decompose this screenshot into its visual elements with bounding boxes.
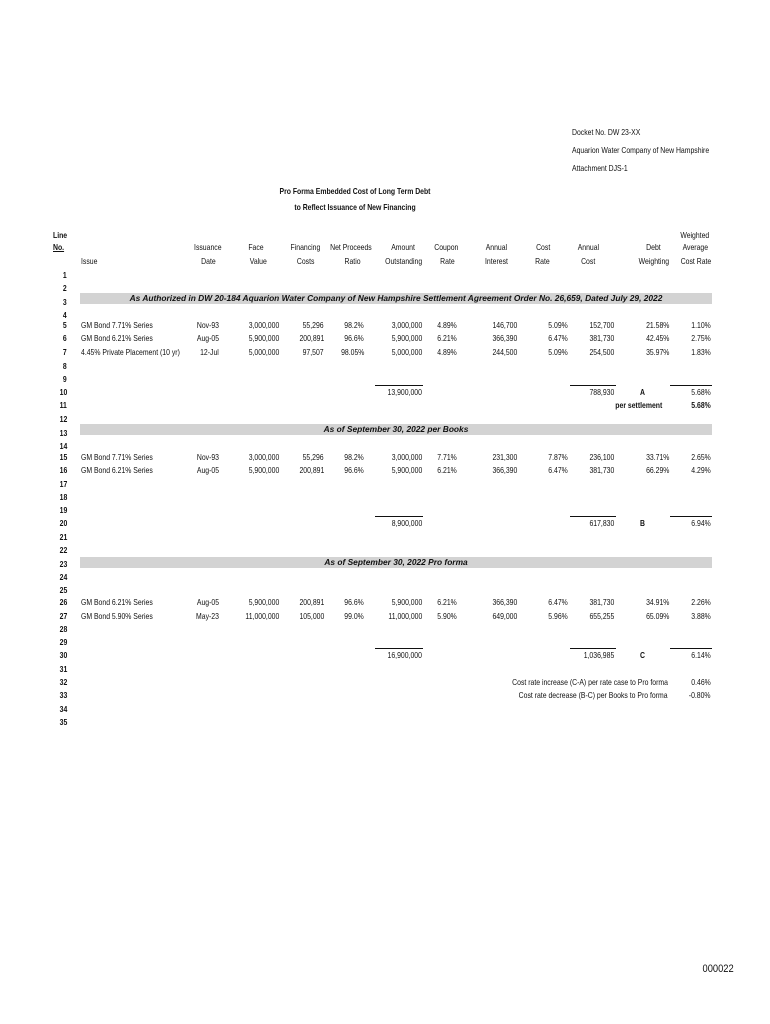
line-number: 10 (59, 387, 67, 397)
cell-date: Aug-05 (196, 465, 219, 475)
cell-coupon: 6.21% (437, 597, 457, 607)
col-issuance-2: Date (201, 256, 216, 266)
cost-rate-increase-value: 0.46% (691, 677, 711, 687)
section-title-books: As of September 30, 2022 per Books (323, 424, 469, 434)
total-wa-c: 6.14% (691, 650, 711, 660)
cell-wa: 2.75% (691, 333, 711, 343)
per-settlement-label: per settlement (615, 400, 662, 410)
cell-fin: 55,296 (302, 452, 324, 462)
cell-issue: GM Bond 6.21% Series (81, 465, 153, 475)
cell-fin: 200,891 (299, 465, 324, 475)
cell-coupon: 7.71% (437, 452, 457, 462)
cell-coupon: 6.21% (437, 333, 457, 343)
cost-rate-decrease-value: -0.80% (689, 690, 711, 700)
cost-rate-decrease-label: Cost rate decrease (B-C) per Books to Pro forma (519, 690, 668, 700)
col-wa-1: Weighted (680, 230, 709, 240)
line-number: 7 (63, 347, 67, 357)
cell-ac: 381,730 (589, 465, 614, 475)
line-number: 3 (63, 297, 67, 307)
line-number: 29 (59, 637, 67, 647)
line-number: 15 (59, 452, 67, 462)
line-number: 9 (63, 374, 67, 384)
col-npr-2: Ratio (344, 256, 361, 266)
line-number: 5 (63, 320, 67, 330)
cell-date: Nov-93 (196, 320, 219, 330)
col-no-label: No. (53, 242, 65, 252)
cell-cr: 6.47% (548, 597, 568, 607)
section-title-proforma: As of September 30, 2022 Pro forma (324, 557, 468, 567)
section-title-authorized: As Authorized in DW 20-184 Aquarion Water Company of New Hampshire Settlement Agreement Order No. 26,659, Dated July 29, 2022 (129, 293, 663, 303)
line-number: 19 (59, 505, 67, 515)
cell-date: Aug-05 (196, 597, 219, 607)
line-number: 1 (63, 270, 67, 280)
section-band-books (80, 424, 712, 435)
cell-ai: 649,000 (492, 611, 517, 621)
cell-issue: GM Bond 5.90% Series (81, 611, 153, 621)
cell-wa: 1.83% (691, 347, 711, 357)
cell-dw: 34.91% (645, 597, 669, 607)
cell-wa: 3.88% (691, 611, 711, 621)
cell-npr: 98.2% (344, 320, 364, 330)
cell-ai: 231,300 (492, 452, 517, 462)
per-settlement-wa: 5.68% (691, 400, 711, 410)
cell-ai: 366,390 (492, 465, 517, 475)
col-dw-1: Debt (646, 242, 661, 252)
cell-coupon: 4.89% (437, 320, 457, 330)
line-number: 34 (59, 704, 67, 714)
cell-issue: GM Bond 7.71% Series (81, 320, 153, 330)
col-fin-2: Costs (296, 256, 314, 266)
cell-wa: 2.26% (691, 597, 711, 607)
cell-ai: 366,390 (492, 597, 517, 607)
cell-fin: 97,507 (302, 347, 324, 357)
cell-issue: 4.45% Private Placement (10 yr) (81, 347, 180, 357)
line-number: 22 (59, 545, 67, 555)
cell-date: May-23 (196, 611, 219, 621)
col-face-2: Value (249, 256, 267, 266)
col-wa-2: Average (682, 242, 708, 252)
total-amount-c: 16,900,000 (387, 650, 422, 660)
cell-date: Nov-93 (196, 452, 219, 462)
cell-dw: 65.09% (645, 611, 669, 621)
cell-issue: GM Bond 6.21% Series (81, 597, 153, 607)
cell-fin: 200,891 (299, 333, 324, 343)
cell-coupon: 6.21% (437, 465, 457, 475)
cell-ac: 236,100 (589, 452, 614, 462)
line-number: 17 (59, 479, 67, 489)
docket-number: Docket No. DW 23-XX (572, 127, 641, 137)
line-number: 30 (59, 650, 67, 660)
line-number: 14 (59, 441, 67, 451)
col-wa-3: Cost Rate (680, 256, 711, 266)
total-amount-b: 8,900,000 (391, 518, 422, 528)
col-dw-2: Weighting (638, 256, 669, 266)
col-amt-2: Outstanding (384, 256, 422, 266)
col-npr-1: Net Proceeds (330, 242, 372, 252)
line-number: 26 (59, 597, 67, 607)
cell-face: 3,000,000 (248, 320, 279, 330)
total-amount-a: 13,900,000 (387, 387, 422, 397)
cell-fin: 200,891 (299, 597, 324, 607)
total-label-a: A (640, 387, 645, 397)
cell-wa: 4.29% (691, 465, 711, 475)
cell-npr: 96.6% (344, 597, 364, 607)
col-issuance-1: Issuance (194, 242, 222, 252)
attachment-label: Attachment DJS-1 (572, 163, 628, 173)
cell-wa: 1.10% (691, 320, 711, 330)
report-subtitle: to Reflect Issuance of New Financing (294, 202, 416, 212)
cell-issue: GM Bond 7.71% Series (81, 452, 153, 462)
line-number: 13 (59, 428, 67, 438)
cell-face: 5,900,000 (248, 333, 279, 343)
col-ac-1: Annual (577, 242, 599, 252)
cell-npr: 96.6% (344, 465, 364, 475)
cell-ai: 366,390 (492, 333, 517, 343)
total-wa-b: 6.94% (691, 518, 711, 528)
cell-ac: 152,700 (589, 320, 614, 330)
cell-coupon: 5.90% (437, 611, 457, 621)
cell-amt: 3,000,000 (391, 320, 422, 330)
report-title: Pro Forma Embedded Cost of Long Term Debt (279, 186, 431, 196)
cell-amt: 5,900,000 (391, 597, 422, 607)
cell-face: 5,000,000 (248, 347, 279, 357)
cell-face: 3,000,000 (248, 452, 279, 462)
cell-amt: 3,000,000 (391, 452, 422, 462)
col-face-1: Face (248, 242, 264, 252)
cell-amt: 5,900,000 (391, 333, 422, 343)
col-coupon-1: Coupon (433, 242, 458, 252)
line-number: 32 (59, 677, 67, 687)
total-annual-cost-a: 788,930 (589, 387, 614, 397)
cell-cr: 6.47% (548, 465, 568, 475)
line-number: 24 (59, 572, 67, 582)
line-number: 35 (59, 717, 67, 727)
line-number: 31 (59, 664, 67, 674)
cell-coupon: 4.89% (437, 347, 457, 357)
cell-face: 11,000,000 (245, 611, 279, 621)
cell-amt: 11,000,000 (388, 611, 422, 621)
cell-dw: 33.71% (645, 452, 669, 462)
col-coupon-2: Rate (440, 256, 455, 266)
cell-wa: 2.65% (691, 452, 711, 462)
cell-date: 12-Jul (200, 347, 219, 357)
cell-date: Aug-05 (196, 333, 219, 343)
line-number: 8 (63, 361, 67, 371)
total-wa-a: 5.68% (691, 387, 711, 397)
line-number: 6 (63, 333, 67, 343)
section-band-proforma (80, 557, 712, 568)
cell-amt: 5,000,000 (391, 347, 422, 357)
cell-face: 5,900,000 (248, 597, 279, 607)
line-number: 21 (59, 532, 67, 542)
line-number: 23 (59, 559, 67, 569)
cell-ac: 381,730 (589, 597, 614, 607)
cost-rate-increase-label: Cost rate increase (C-A) per rate case to Pro forma (512, 677, 668, 687)
cell-ac: 381,730 (589, 333, 614, 343)
section-band-authorized (80, 293, 712, 304)
line-number: 12 (59, 414, 67, 424)
line-number: 4 (63, 310, 67, 320)
cell-issue: GM Bond 6.21% Series (81, 333, 153, 343)
cell-npr: 98.05% (340, 347, 364, 357)
line-number: 11 (59, 400, 67, 410)
line-number: 20 (59, 518, 67, 528)
cell-fin: 55,296 (302, 320, 324, 330)
col-line-label: Line (53, 230, 68, 240)
cell-cr: 6.47% (548, 333, 568, 343)
total-label-c: C (640, 650, 645, 660)
col-ai-2: Interest (485, 256, 508, 266)
line-number: 27 (59, 611, 67, 621)
total-annual-cost-b: 617,830 (589, 518, 614, 528)
line-number: 16 (59, 465, 67, 475)
cell-fin: 105,000 (299, 611, 324, 621)
cell-ac: 655,255 (589, 611, 614, 621)
cell-cr: 5.09% (548, 320, 568, 330)
cell-face: 5,900,000 (248, 465, 279, 475)
cell-dw: 35.97% (645, 347, 669, 357)
cell-cr: 5.09% (548, 347, 568, 357)
col-ac-2: Cost (580, 256, 595, 266)
line-number: 33 (59, 690, 67, 700)
cell-dw: 66.29% (645, 465, 669, 475)
col-cr-1: Cost (535, 242, 550, 252)
page-number: 000022 (702, 963, 734, 975)
cell-npr: 96.6% (344, 333, 364, 343)
total-label-b: B (640, 518, 645, 528)
cell-ac: 254,500 (589, 347, 614, 357)
company-name: Aquarion Water Company of New Hampshire (572, 145, 710, 155)
line-number: 28 (59, 624, 67, 634)
cell-amt: 5,900,000 (391, 465, 422, 475)
cell-dw: 42.45% (645, 333, 669, 343)
cell-npr: 98.2% (344, 452, 364, 462)
col-fin-1: Financing (290, 242, 320, 252)
total-annual-cost-c: 1,036,985 (583, 650, 614, 660)
cell-cr: 7.87% (548, 452, 568, 462)
line-number: 2 (63, 283, 67, 293)
line-number: 25 (59, 585, 67, 595)
cell-ai: 244,500 (492, 347, 517, 357)
line-number: 18 (59, 492, 67, 502)
col-issue: Issue (81, 256, 98, 266)
col-amt-1: Amount (391, 242, 415, 252)
cell-npr: 99.0% (344, 611, 364, 621)
col-cr-2: Rate (535, 256, 550, 266)
cell-dw: 21.58% (645, 320, 669, 330)
cell-cr: 5.96% (548, 611, 568, 621)
col-ai-1: Annual (485, 242, 507, 252)
cell-ai: 146,700 (492, 320, 517, 330)
